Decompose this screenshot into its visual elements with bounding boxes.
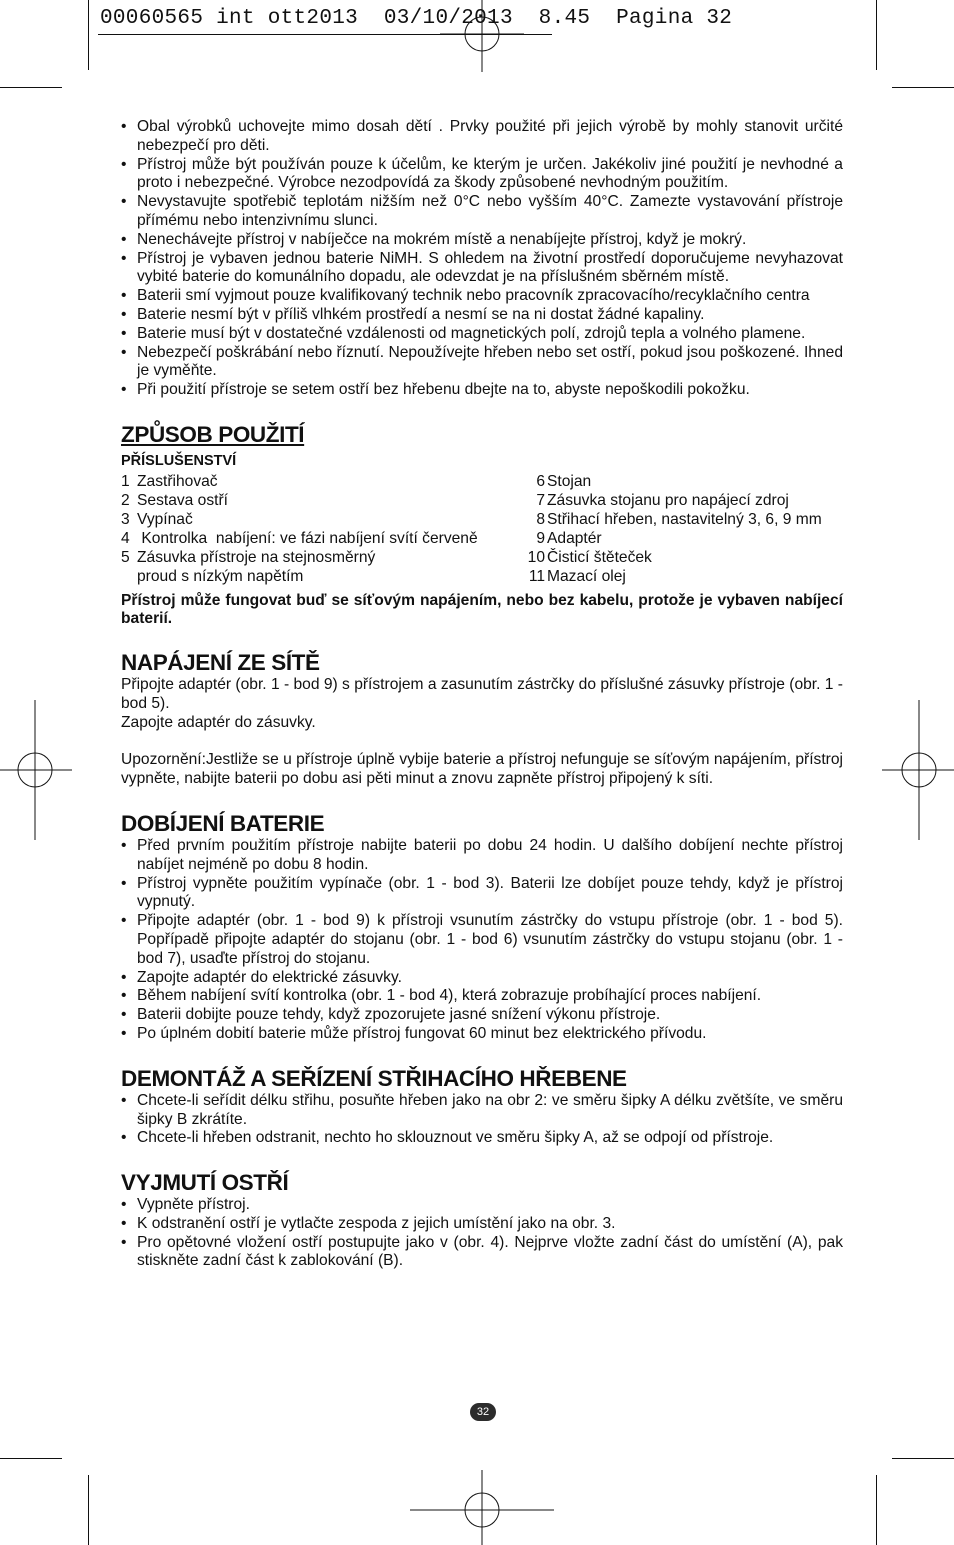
list-item: [121, 529, 478, 548]
item-label: Čisticí štěteček: [547, 548, 652, 566]
crop-mark-bottom-right-h: [892, 1458, 954, 1459]
power-paragraph: Připojte adaptér (obr. 1 - bod 9) s přístrojem a zasunutím zástrčky do příslušné zásuvky přístroje (obr. 1 - bod 5).: [121, 675, 843, 712]
page-content: [121, 118, 843, 1271]
item-number: 1: [121, 472, 130, 490]
accessories-right-column: [521, 472, 843, 586]
crop-mark-bottom-left-h: [0, 1458, 62, 1459]
accessories-list: [121, 472, 843, 586]
list-item: [521, 472, 843, 491]
list-item: • Přístroj je vybaven jednou baterie NiMH. S ohledem na životní prostředí doporučujeme nevyhazovat vybité baterie do komunálního dopadu, ale odevzdat je na příslušném sběrném místě.: [121, 250, 843, 288]
registration-mark-top: [440, 0, 524, 72]
list-item: [521, 567, 843, 586]
list-item: [121, 548, 478, 567]
list-item: • Obal výrobků uchovejte mimo dosah dětí . Prvky použité při jejich výrobě by mohly stanovit určité nebezpečí pro děti.: [121, 118, 843, 156]
list-item: [121, 472, 478, 491]
item-label: Sestava ostří: [137, 491, 229, 509]
item-label: Kontrolka nabíjení: ve fázi nabíjení svítí červeně: [137, 529, 478, 547]
item-number: 10: [527, 548, 545, 566]
list-item: [521, 529, 843, 548]
safety-list: [121, 118, 843, 400]
list-item: • Při použití přístroje se setem ostří bez hřebenu dbejte na to, abyste nepoškodili pokožku.: [121, 381, 843, 400]
crop-mark-top-right-h: [892, 87, 954, 88]
item-label: Mazací olej: [547, 567, 626, 585]
list-item: • Pro opětovné vložení ostří postupujte jako v (obr. 4). Nejprve vložte zadní část do umístění (A), pak stiskněte zadní část k zablokování (B).: [121, 1234, 843, 1272]
list-item: [521, 510, 843, 529]
list-item: • Během nabíjení svítí kontrolka (obr. 1 - bod 4), která zobrazuje probíhající proces nabíjení.: [121, 987, 843, 1006]
list-item: • Chcete-li seřídit délku střihu, posuňte hřeben jako na obr 2: ve směru šipky A délku zvětšíte, ve směru šipky B zkrátíte.: [121, 1092, 843, 1130]
item-number: 5: [121, 548, 130, 566]
crop-mark-top-left: [88, 0, 89, 70]
print-header: 00060565 int ott2013 03/10/2013 8.45 Pagina 32: [100, 7, 733, 30]
crop-mark-bottom-right: [876, 1475, 877, 1545]
list-item: • Vypněte přístroj.: [121, 1196, 843, 1215]
list-item: • Nenechávejte přístroj v nabíječce na mokrém místě a nenabíjejte přístroj, když je mokrý.: [121, 231, 843, 250]
accessories-left-column: [121, 472, 478, 586]
crop-mark-top-left-h: [0, 87, 62, 88]
usage-note: Přístroj může fungovat buď se síťovým napájením, nebo bez kabelu, protože je vybaven nabíjecí baterií.: [121, 591, 843, 627]
list-item: [521, 491, 843, 510]
item-label: Zásuvka stojanu pro napájecí zdroj: [547, 491, 789, 509]
item-number: 4: [121, 529, 130, 547]
registration-mark-left: [0, 700, 72, 840]
section-title-blades: VYJMUTÍ OSTŘÍ: [121, 1170, 289, 1196]
registration-mark-right: [882, 700, 954, 840]
list-item: • Nevystavujte spotřebič teplotám nižším než 0°C nebo vyšším 40°C. Zamezte vystavování přístroje přímému nebo intenzivnímu slunci.: [121, 193, 843, 231]
list-item: • Chcete-li hřeben odstranit, nechto ho sklouznout ve směru šipky A, až se odpojí od přístroje.: [121, 1129, 843, 1148]
page-number: 32: [470, 1403, 496, 1421]
registration-mark-bottom: [410, 1470, 554, 1545]
section-title-comb: DEMONTÁŽ A SEŘÍZENÍ STŘIHACÍHO HŘEBENE: [121, 1065, 627, 1091]
list-item: [521, 548, 843, 567]
list-item: • Připojte adaptér (obr. 1 - bod 9) k přístroji vsunutím zástrčky do vstupu přístroje (obr. 1 - bod 5). Popřípadě připojte adaptér do stojanu (obr. 1 - bod 6) vsunutím zástrčky do vstupu stojanu (obr. 1 - bod 7), usaďte přístroj do stojanu.: [121, 912, 843, 968]
list-item: • Před prvním použitím přístroje nabijte baterii po dobu 24 hodin. U dalšího dobíjení nechte přístroj nabíjet nejméně po dobu 8 hodin.: [121, 837, 843, 875]
power-paragraph: Zapojte adaptér do zásuvky.: [121, 713, 316, 731]
item-label: Adaptér: [547, 529, 602, 547]
list-item: • Baterii smí vyjmout pouze kvalifikovaný technik nebo pracovník zpracovacího/recyklačního centra: [121, 287, 843, 306]
item-label: Střihací hřeben, nastavitelný 3, 6, 9 mm: [547, 510, 822, 528]
list-item: • Baterie musí být v dostatečné vzdálenosti od magnetických polí, zdrojů tepla a volného plamene.: [121, 325, 843, 344]
list-item: • Po úplném dobití baterie může přístroj fungovat 60 minut bez elektrického přívodu.: [121, 1025, 843, 1044]
section-title-usage: ZPŮSOB POUŽITÍ: [121, 421, 305, 447]
item-label: Zásuvka přístroje na stejnosměrný: [137, 548, 376, 566]
crop-mark-top-right: [876, 0, 877, 70]
crop-mark-bottom-left: [88, 1475, 89, 1545]
list-item: • Zapojte adaptér do elektrické zásuvky.: [121, 969, 843, 988]
list-item: • Baterii dobijte pouze tehdy, když zpozorujete jasné snížení výkonu přístroje.: [121, 1006, 843, 1025]
list-item: • Baterie nesmí být v příliš vlhkém prostředí a nesmí se na ni dostat žádné kapaliny.: [121, 306, 843, 325]
item-label: Vypínač: [137, 510, 193, 528]
item-label: Zastřihovač: [137, 472, 218, 490]
list-item: • K odstranění ostří je vytlačte zespoda z jejich umístění jako na obr. 3.: [121, 1215, 843, 1234]
list-item: [121, 491, 478, 510]
list-item: [121, 510, 478, 529]
item-number: 7: [536, 491, 545, 509]
item-label: Stojan: [547, 472, 592, 490]
item-number: 8: [536, 510, 545, 528]
item-number: 9: [536, 529, 545, 547]
charging-list: [121, 837, 843, 1044]
item-number: 3: [121, 510, 130, 528]
list-item: • Přístroj vypněte použitím vypínače (obr. 1 - bod 3). Baterii lze dobíjet pouze tehdy, když je přístroj vypnutý.: [121, 875, 843, 913]
power-warning: Upozornění:Jestliže se u přístroje úplně vybije baterie a přístroj nefunguje se síťovým napájením, přístroj vypněte, nabijte baterii po dobu asi pěti minut a znovu zapněte přístroj připojený k síti.: [121, 751, 843, 788]
list-item: • Přístroj může být používán pouze k účelům, ke kterým je určen. Jakékoliv jiné použití je nevhodné a proto i nebezpečné. Výrobce nezodpovídá za škody způsobené nevhodným použitím.: [121, 156, 843, 194]
item-label-continuation: proud s nízkým napětím: [137, 567, 304, 585]
item-number: 11: [528, 567, 545, 585]
item-number: 2: [121, 491, 130, 509]
section-title-power: NAPÁJENÍ ZE SÍTĚ: [121, 649, 320, 675]
accessories-title: PŘÍSLUŠENSTVÍ: [121, 452, 237, 469]
blades-list: [121, 1196, 843, 1271]
section-title-charging: DOBÍJENÍ BATERIE: [121, 810, 325, 836]
list-item: • Nebezpečí poškrábání nebo říznutí. Nepoužívejte hřeben nebo set ostří, pokud jsou poškozené. Ihned je vyměňte.: [121, 344, 843, 382]
item-number: 6: [536, 472, 545, 490]
comb-list: [121, 1092, 843, 1148]
